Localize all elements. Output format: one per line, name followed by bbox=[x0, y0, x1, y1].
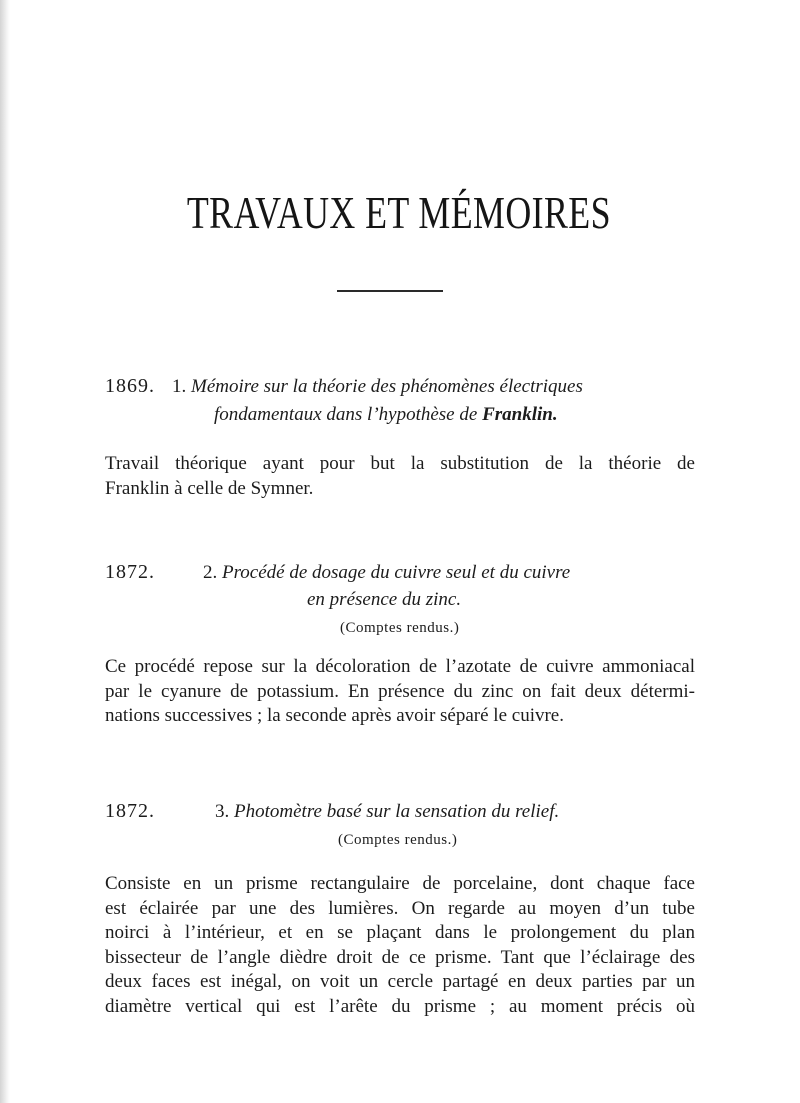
entry-2-body-line: Ce procédé repose sur la décoloration de l’azotate de cuivre ammoniacal bbox=[105, 656, 695, 677]
entry-3-body-line: diamètre vertical qui est l’arête du prisme ; au moment précis où bbox=[105, 995, 695, 1017]
entry-3-year: 1872. bbox=[105, 800, 155, 822]
entry-1-title-text-2: fondamentaux dans l’hypothèse de bbox=[214, 404, 478, 425]
entry-3-body-line: est éclairée par une des lumières. On regarde au moyen d’un tube bbox=[105, 897, 695, 919]
entry-2-title-line-2 bbox=[307, 589, 461, 611]
entry-2-title-text-2: en présence du bbox=[307, 589, 421, 610]
entry-2-body-line: par le cyanure de potassium. En présence du zinc on fait deux détermi- bbox=[105, 680, 695, 702]
entry-3-body-line: bissecteur de l’angle dièdre droit de ce prisme. Tant que l’éclairage des bbox=[105, 946, 695, 968]
entry-1-title-line-2 bbox=[214, 404, 558, 426]
entry-1-title-line-1 bbox=[172, 376, 583, 398]
entry-2-source: (Comptes rendus.) bbox=[340, 620, 460, 636]
entry-2-body-line: nations successives ; la seconde après avoir séparé le cuivre. bbox=[105, 705, 564, 726]
entry-1-title-text-1: Mémoire sur la théorie des phénomènes électriques bbox=[191, 376, 583, 397]
title-rule bbox=[337, 290, 443, 292]
page-title: TRAVAUX ET MÉMOIRES bbox=[186, 187, 611, 238]
entry-1-body bbox=[105, 452, 695, 501]
entry-3-title-line-1 bbox=[215, 801, 559, 823]
entry-3-body bbox=[105, 872, 695, 1019]
entry-1-year: 1869. bbox=[105, 375, 155, 397]
entry-2-year: 1872. bbox=[105, 561, 155, 583]
entry-3-body-line: noirci à l’intérieur, et en se plaçant dans le prolongement du plan bbox=[105, 922, 695, 943]
entry-3-body-line: Consiste en un prisme rectangulaire de porcelaine, dont chaque face bbox=[105, 873, 695, 894]
entry-3-title-text-1: Photomètre basé sur la sensation du relief. bbox=[234, 801, 560, 822]
page-edge-shadow bbox=[0, 0, 10, 1103]
entry-1-body-line: Travail théorique ayant pour but la substitution de la théorie de bbox=[105, 453, 695, 474]
entry-2-body bbox=[105, 655, 695, 729]
entry-1-title-name: Franklin. bbox=[482, 404, 558, 425]
entry-3-number: 3. bbox=[215, 801, 230, 822]
entry-2-number: 2. bbox=[203, 562, 218, 583]
entry-2-title-text-1: Procédé de dosage du cuivre seul et du cuivre bbox=[222, 562, 571, 583]
entry-3-source: (Comptes rendus.) bbox=[338, 832, 458, 848]
entry-1-body-line: Franklin à celle de Symner. bbox=[105, 477, 314, 499]
entry-1-number: 1. bbox=[172, 376, 187, 397]
entry-2-title-line-1 bbox=[203, 562, 570, 584]
entry-2-title-name: zinc. bbox=[425, 589, 462, 610]
entry-3-body-line: deux faces est inégal, on voit un cercle partagé en deux parties par un bbox=[105, 971, 695, 992]
